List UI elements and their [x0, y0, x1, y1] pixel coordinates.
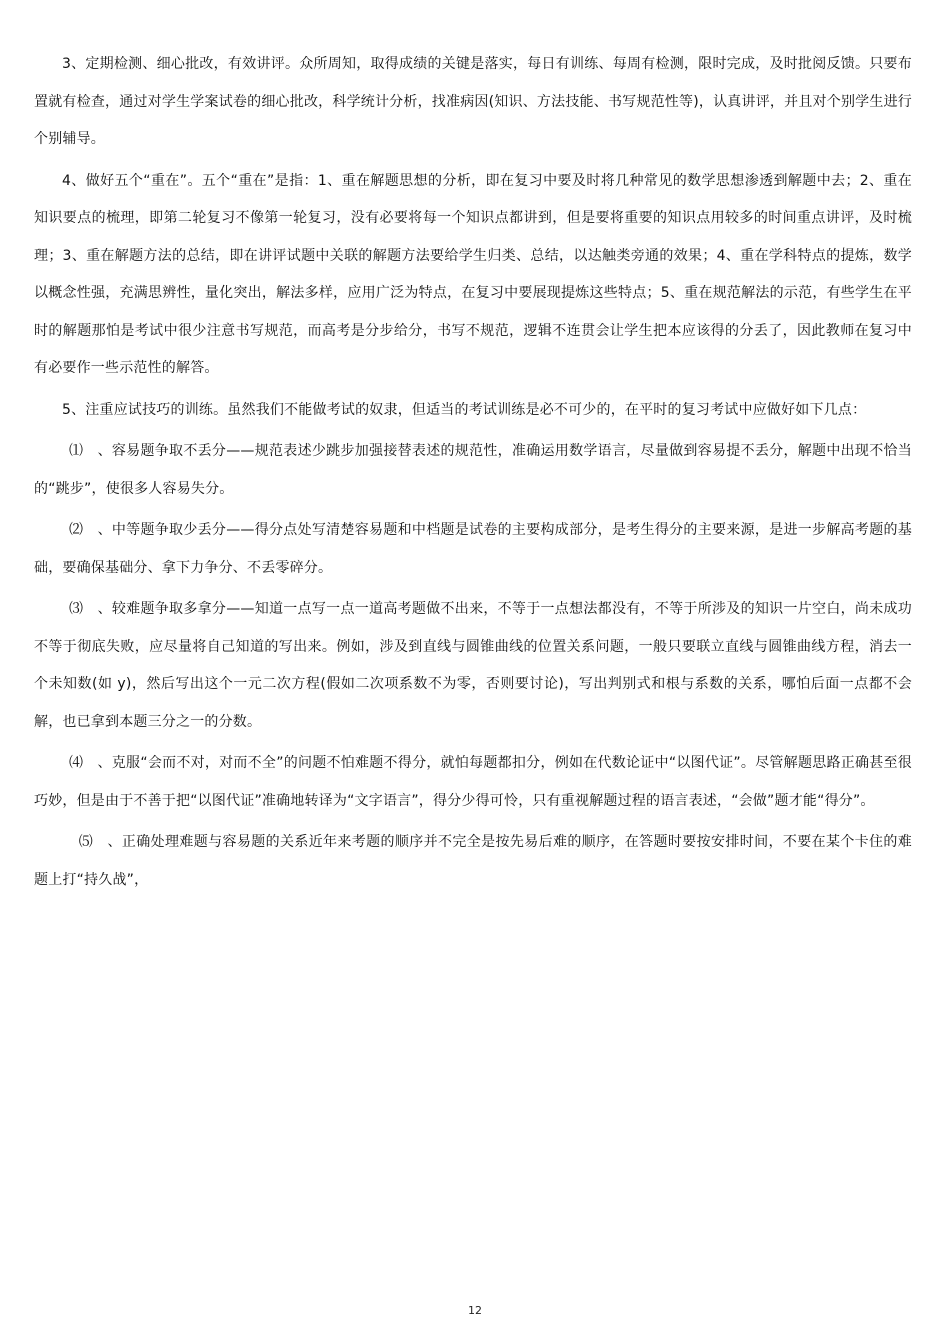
sub-item-4-overcome-errors: ⑷ 、克服“会而不对，对而不全”的问题不怕难题不得分，就怕每题都扣分，例如在代数论证中“以图代证”。尽管解题思路正确甚至很巧妙，但是由于不善于把“以图代证”准确地转译为“文字语言”，得分少得可怜，只有重视解题过程的语言表述，“会做”题才能“得分”。 [34, 755, 912, 809]
paragraph-3-regular-testing: 3、定期检测、细心批改，有效讲评。众所周知，取得成绩的关键是落实，每日有训练、每周有检测，限时完成，及时批阅反馈。只要布置就有检查，通过对学生学案试卷的细心批改，科学统计分析，找准病因(知识、方法技能、书写规范性等)，认真讲评，并且对个别学生进行个别辅导。 [34, 56, 912, 147]
paragraph-5-exam-skills: 5、注重应试技巧的训练。虽然我们不能做考试的奴隶，但适当的考试训练是必不可少的，在平时的复习考试中应做好如下几点： [62, 401, 867, 418]
sub-item-3-hard-questions: ⑶ 、较难题争取多拿分——知道一点写一点一道高考题做不出来，不等于一点想法都没有，不等于所涉及的知识一片空白，尚未成功不等于彻底失败，应尽量将自己知道的写出来。例如，涉及到直线与圆锥曲线的位置关系问题，一般只要联立直线与圆锥曲线方程，消去一个未知数(如 y)，然后写出这个一元二次方程(假如二次项系数不为零，否则要讨论)，写出判别式和根与系数的关系，哪怕后面一点都不会解，也已拿到本题三分之一的分数。 [34, 601, 912, 730]
page-number: 12 [468, 1304, 482, 1317]
sub-item-2-medium-questions: ⑵ 、中等题争取少丢分——得分点处写清楚容易题和中档题是试卷的主要构成部分，是考生得分的主要来源，是进一步解高考题的基础，要确保基础分、拿下力争分、不丢零碎分。 [34, 522, 912, 576]
document-body [34, 46, 912, 903]
paragraph-4-five-focuses: 4、做好五个“重在”。五个“重在”是指：1、重在解题思想的分析，即在复习中要及时将几种常见的数学思想渗透到解题中去；2、重在知识要点的梳理，即第二轮复习不像第一轮复习，没有必要将每一个知识点都讲到，但是要将重要的知识点用较多的时间重点讲评，及时梳理；3、重在解题方法的总结，即在讲评试题中关联的解题方法要给学生归类、总结，以达触类旁通的效果；4、重在学科特点的提炼，数学以概念性强，充满思辨性，量化突出，解法多样，应用广泛为特点，在复习中要展现提炼这些特点；5、重在规范解法的示范，有些学生在平时的解题那怕是考试中很少注意书写规范，而高考是分步给分，书写不规范，逻辑不连贯会让学生把本应该得的分丢了，因此教师在复习中有必要作一些示范性的解答。 [34, 172, 912, 376]
sub-item-5-difficulty-balance: ⑸ 、正确处理难题与容易题的关系近年来考题的顺序并不完全是按先易后难的顺序，在答题时要按安排时间，不要在某个卡住的难题上打“持久战”， [34, 834, 912, 888]
sub-item-1-easy-questions: ⑴ 、容易题争取不丢分——规范表述少跳步加强接替表述的规范性，准确运用数学语言，尽量做到容易提不丢分，解题中出现不恰当的“跳步”，使很多人容易失分。 [34, 443, 912, 497]
